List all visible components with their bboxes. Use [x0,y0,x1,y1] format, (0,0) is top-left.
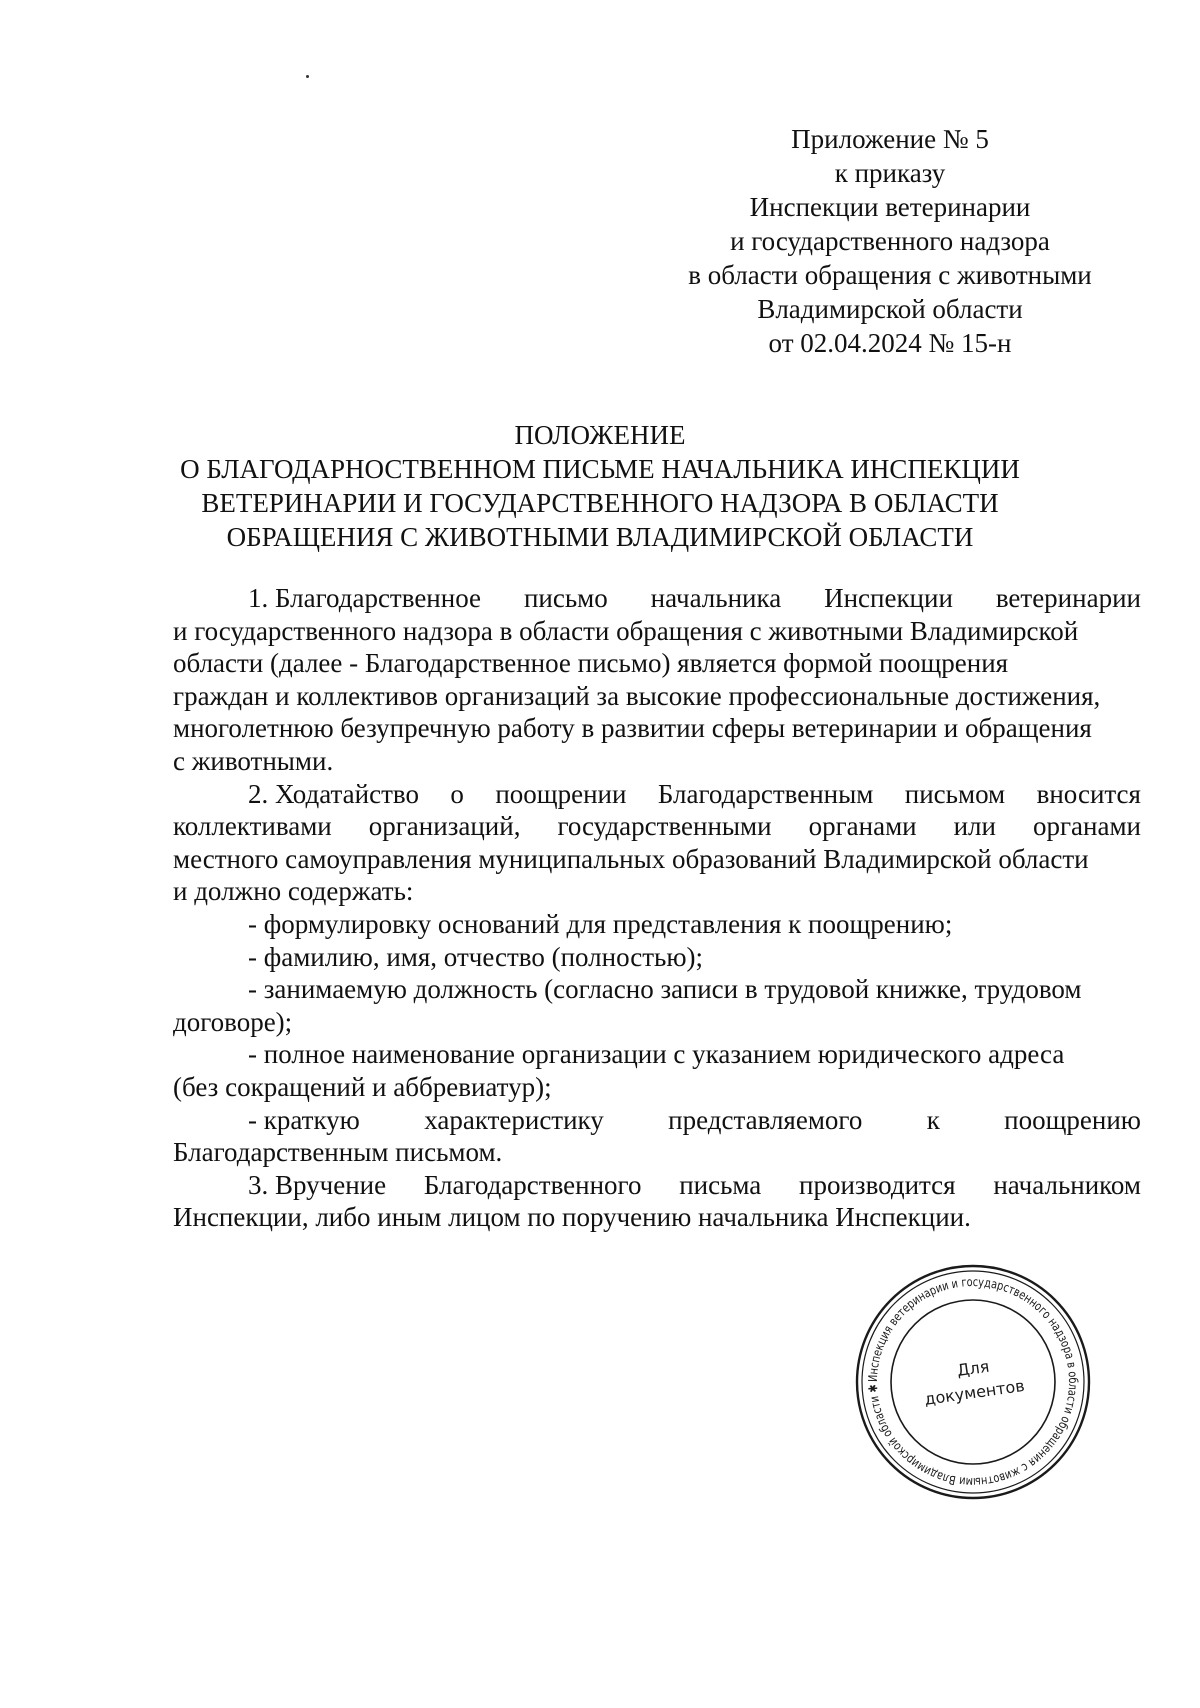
word: 3. Вручение [248,1169,387,1200]
paragraph-2-line [173,778,1141,811]
word: Благодарственным [657,778,874,809]
word: письмом [904,778,1006,809]
list-item: - полное наименование организации с указанием юридического адреса [248,1039,1065,1070]
stamp-inner-ring [891,1300,1055,1464]
title-line: ОБРАЩЕНИЯ С ЖИВОТНЫМИ ВЛАДИМИРСКОЙ ОБЛАСТИ [226,522,974,552]
list-item [173,1104,1141,1137]
document-title [100,418,1100,554]
document-body [173,582,1141,1234]
paragraph-3-line: Инспекции, либо иным лицом по поручению начальника Инспекции. [173,1202,971,1233]
word: органами [808,811,917,842]
word: 2. Ходатайство [248,778,419,809]
title-line: О БЛАГОДАРНОСТВЕННОМ ПИСЬМЕ НАЧАЛЬНИКА ИНСПЕКЦИИ [180,454,1020,484]
word: представляемого [668,1104,863,1135]
paragraph-3-line [173,1169,1141,1202]
word: Инспекции [824,583,953,613]
list-item: - фамилию, имя, отчество (полностью); [248,941,704,972]
word: письмо [523,583,608,613]
word: государственными [557,811,772,842]
paragraph-1-line: многолетнюю безупречную работу в развитии сферы ветеринарии и обращения [173,713,1092,744]
appendix-issuer-line: и государственного надзора [730,226,1050,256]
stamp-ring-text [866,1275,1080,1489]
paragraph-1-line: области (далее - Благодарственное письмо) является формой поощрения [173,648,1009,679]
paragraph-1-line [173,582,1141,615]
title-line: ПОЛОЖЕНИЕ [514,420,686,450]
paragraph-1-line: и государственного надзора в области обращения с животными Владимирской [173,615,1079,646]
word: о [450,778,464,809]
stamp-outer-ring-inner [862,1271,1084,1493]
appendix-issuer-line: Владимирской области [757,294,1023,324]
word: 1. Благодарственное [248,583,482,613]
word: характеристику [424,1104,604,1135]
appendix-header [640,122,1140,360]
stamp-center-line: Для [955,1356,991,1381]
word: - краткую [248,1104,360,1135]
word: вносится [1036,778,1141,809]
list-item: - занимаемую должность (согласно записи в трудовой книжке, трудовом [248,974,1082,1005]
word: письма [679,1169,762,1200]
word: или [953,811,996,842]
appendix-date-number: от 02.04.2024 № 15-н [768,328,1012,358]
list-item-continuation: Благодарственным письмом. [173,1137,503,1168]
paragraph-1-line: граждан и коллективов организаций за высокие профессиональные достижения, [173,680,1101,711]
paragraph-2-line: и должно содержать: [173,876,414,907]
word: поощрению [1004,1104,1141,1135]
appendix-issuer-line: Инспекции ветеринарии [749,192,1031,222]
word: поощрении [495,778,627,809]
word: начальника [650,583,782,613]
list-item: - формулировку оснований для представления к поощрению; [248,908,953,939]
paragraph-1-line: с животными. [173,745,334,776]
word: начальником [993,1169,1141,1200]
paragraph-2-line [173,810,1141,843]
appendix-issuer-line: в области обращения с животными [688,260,1092,290]
title-line: ВЕТЕРИНАРИИ И ГОСУДАРСТВЕННОГО НАДЗОРА В ОБЛАСТИ [201,488,999,518]
scan-speck [306,75,309,78]
word: производится [799,1169,956,1200]
word: ветеринарии [995,583,1141,613]
word: органами [1032,811,1141,842]
word: Благодарственного [423,1169,642,1200]
list-item-continuation: договоре); [173,1006,293,1037]
word: организаций, [368,811,521,842]
appendix-order-ref: к приказу [834,158,946,188]
word: к [926,1104,940,1135]
stamp-ring-textpath: Инспекция ветеринарии и государственного надзора в области обращения с животными Владимирской области ✱ [865,1274,1081,1490]
list-item-continuation: (без сокращений и аббревиатур); [173,1071,552,1102]
word: коллективами [173,811,332,842]
stamp-center-line: документов [923,1375,1026,1409]
paragraph-2-line: местного самоуправления муниципальных образований Владимирской области [173,843,1089,874]
official-stamp [853,1262,1093,1502]
appendix-number: Приложение № 5 [791,124,989,154]
